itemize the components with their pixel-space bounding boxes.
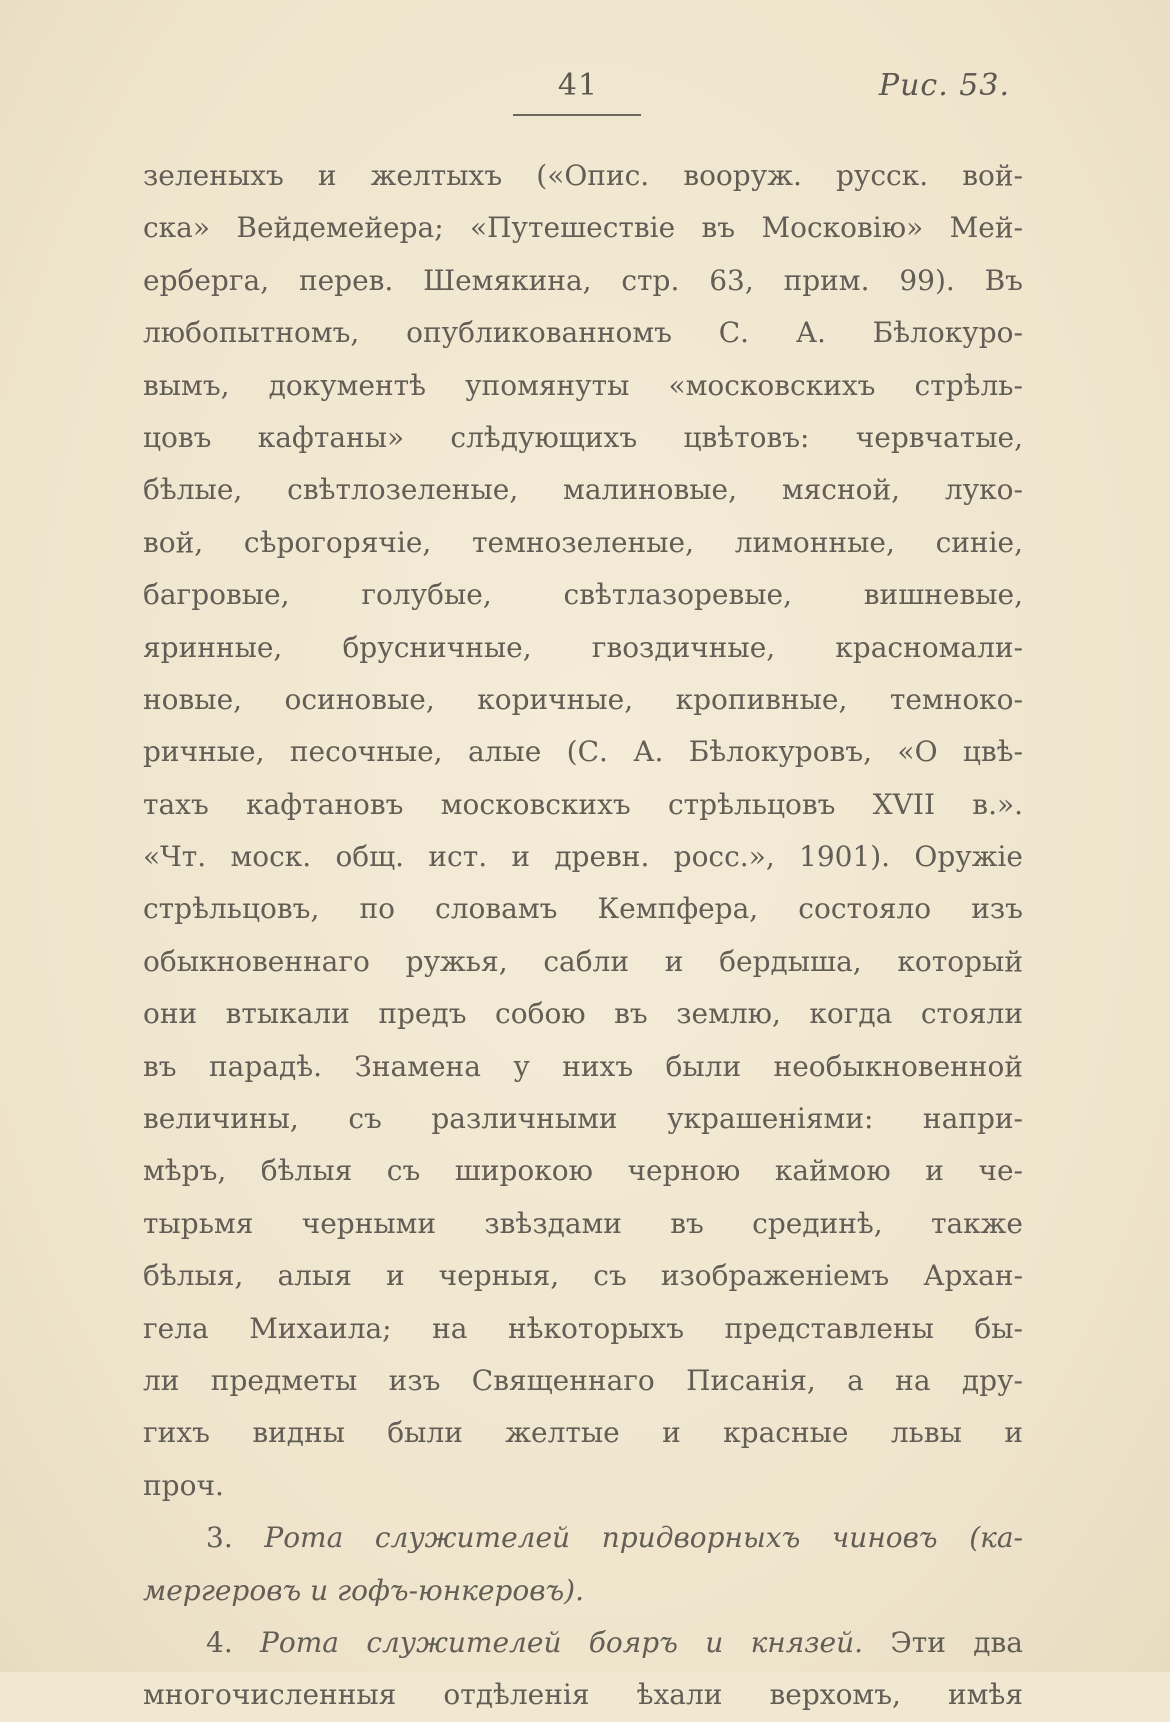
text-line: вымъ, документѣ упомянуты «московскихъ стрѣль- <box>143 368 1023 402</box>
section-4-number: 4. <box>206 1625 233 1659</box>
text-line: зеленыхъ и желтыхъ («Опис. вооруж. русск. вой- <box>143 159 1023 192</box>
text-line: ричные, песочные, алые (С. А. Бѣлокуровъ, «О цвѣ- <box>143 735 1023 769</box>
text-line: новые, осиновые, коричные, кропивные, темноко- <box>143 682 1023 716</box>
page-header <box>0 68 1170 128</box>
figure-reference: Рис. 53. <box>878 68 1010 103</box>
text-line: вой, сѣрогорячіе, темнозеленые, лимонные, синіе, <box>143 525 1023 559</box>
section-3-title-continued: мергеровъ и гофъ-юнкеровъ). <box>143 1573 584 1607</box>
text-line: ерберга, перев. Шемякина, стр. 63, прим. 99). Въ <box>143 263 1023 297</box>
section-3-heading <box>143 1512 1023 1564</box>
text-line: тахъ кафтановъ московскихъ стрѣльцовъ XVII в.». <box>143 787 1023 821</box>
text-line: цовъ кафтаны» слѣдующихъ цвѣтовъ: червчатые, <box>143 420 1023 454</box>
text-line: багровые, голубые, свѣтлазоревые, вишневые, <box>143 578 1023 612</box>
text-line: они втыкали предъ собою въ землю, когда стояли <box>143 997 1023 1031</box>
text-line: проч. <box>143 1468 224 1502</box>
text-line: бѣлыя, алыя и черныя, съ изображеніемъ Архан- <box>143 1259 1023 1293</box>
text-line: мѣръ, бѣлыя съ широкою черною каймою и че- <box>143 1154 1023 1188</box>
text-line: гихъ видны были желтые и красные львы и <box>143 1416 1023 1450</box>
section-3-title: Рота служителей придворныхъ чиновъ (ка- <box>264 1521 1024 1555</box>
text-line: въ парадѣ. Знамена у нихъ были необыкновенной <box>143 1049 1023 1083</box>
section-4-title: Рота служителей бояръ и князей. <box>260 1625 864 1659</box>
body-text <box>143 150 1023 1722</box>
text-line: ска» Вейдемейера; «Путешествіе въ Московію» Мей- <box>143 211 1023 245</box>
text-line: бѣлые, свѣтлозеленые, малиновые, мясной, луко- <box>143 473 1023 507</box>
text-line: многочисленныя отдѣленія ѣхали верхомъ, имѣя <box>143 1678 1023 1712</box>
text-line: «Чт. моск. общ. ист. и древн. росс.», 1901). Оружіе <box>143 840 1023 874</box>
page-number-rule <box>513 114 641 116</box>
page-number: 41 <box>557 68 599 103</box>
text-line: тырьмя черными звѣздами въ срединѣ, также <box>143 1206 1023 1240</box>
text-line: яринные, брусничные, гвоздичные, красномали- <box>143 630 1023 664</box>
text-line: обыкновеннаго ружья, сабли и бердыша, который <box>143 944 1023 978</box>
text-line: любопытномъ, опубликованномъ С. А. Бѣлокуро- <box>143 316 1023 350</box>
section-4-heading <box>143 1617 1023 1669</box>
section-4-text: Эти два <box>890 1625 1023 1659</box>
text-line: стрѣльцовъ, по словамъ Кемпфера, состояло изъ <box>143 892 1023 926</box>
section-3-number: 3. <box>206 1521 233 1555</box>
text-line: ли предметы изъ Священнаго Писанія, а на дру- <box>143 1363 1023 1397</box>
text-line: величины, съ различными украшеніями: напри- <box>143 1102 1023 1136</box>
text-line: гела Михаила; на нѣкоторыхъ представлены бы- <box>143 1311 1023 1345</box>
